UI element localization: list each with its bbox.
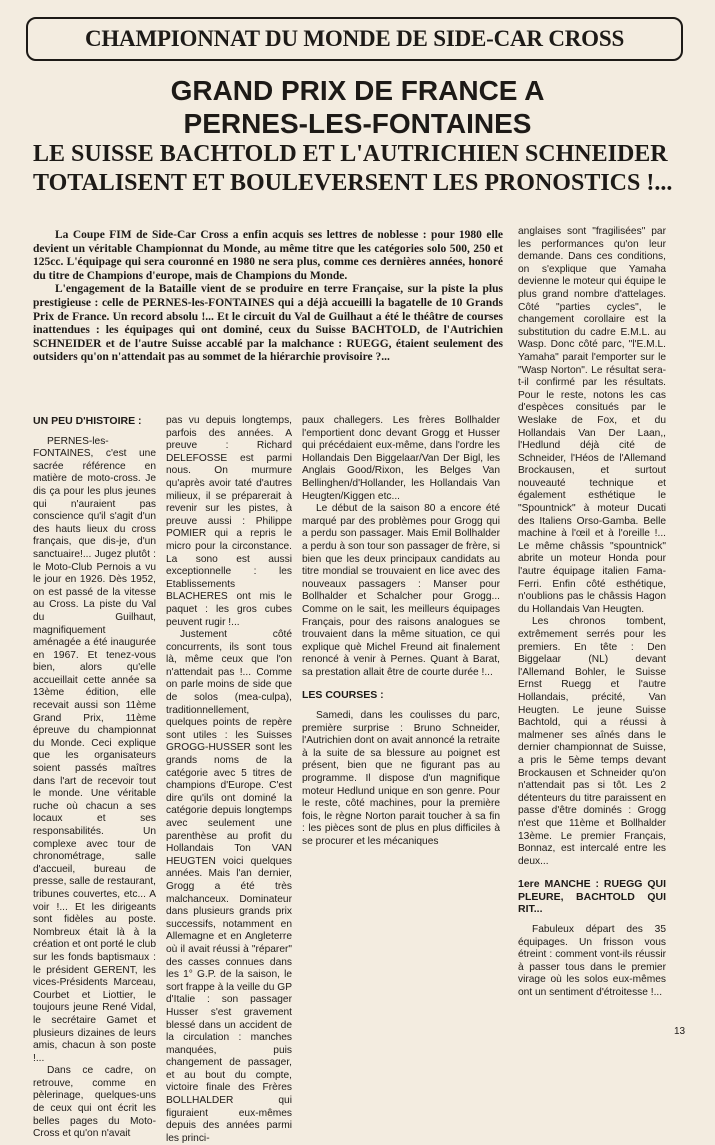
series-banner: [26, 17, 683, 61]
title-line-1: GRAND PRIX DE FRANCE A: [170, 75, 545, 106]
section-heading-history: UN PEU D'HISTOIRE :: [33, 415, 142, 427]
paragraph: Le début de la saison 80 a encore été marqué par des problèmes pour Grogg qui a perdu son passager. Mais Emil Bollhalder a perdu à son tour son passager de frère, si bien que les deux principaux candidats au titre mondial se trouvaient en lice avec des nouveaux passagers : Manser pour Bollhalder et Schalcher pour Grogg... Comme on le sait, les meilleurs équipages Français, pour des raisons analogues se trouvaient dans la même situation, ce qui explique què Michel Freund ait finalement renoncé à venir à Pernes. Quant à Barat, sa prestation allait être de courte durée !...: [302, 503, 500, 678]
title-line-2: PERNES-LES-FONTAINES: [183, 108, 532, 139]
banner-text: CHAMPIONNAT DU MONDE DE SIDE-CAR CROSS: [84, 26, 625, 51]
paragraph: Justement côté concurrents, ils sont tous là, même ceux que l'on n'attendait pas !... Comme on parle moins de side que de solos (mea-culpa), traditionnellement, quelques points de repère sont utiles : les Suisses GROGG-HUSSER sont les grands noms de la catégorie avec 5 titres de champions d'Europe. C'est dire qu'ils ont dominé la catégorie depuis longtemps avec seulement une parenthèse au profit du Hollandais Ton VAN HEUGTEN voici quelques années. Mais l'an dernier, Grogg a été très malchanceux. Dominateur dans plusieurs grands prix successifs, notamment en Allemagne et en Angleterre où il avait réussi à "réparer" des casses connues dans les 1° G.P. de la saison, le sort frappe à la veille du GP d'Italie : son passager Husser s'est gravement blessé dans un accident de la circulation : manches manquées, puis changement de passager, et au bout du compte, victoire finale des Frères BOLLHALDER qui figuraient eux-mêmes depuis des années parmi les princi-: [166, 629, 292, 1144]
column-1: [33, 415, 156, 1141]
section-heading-first-heat: 1ere MANCHE : RUEGG QUI PLEURE, BACHTOLD QUI RIT...: [518, 878, 666, 916]
column-4: [518, 226, 666, 1000]
lead-paragraph: L'engagement de la Bataille vient de se produire en terre Française, sur la piste la plus prestigieuse : celle de PERNES-les-FONTAINES qui a déjà accueilli la bagatelle de 10 Grands Prix de France. Un record absolu !... Et le circuit du Val de Guilhaut a été le théâtre de courses inattendues : les équipages qui ont dominé, ceux du Suisse BACHTOLD, de l'Autrichien SCHNEIDER et de l'autre Suisse accablé par la malchance : RUEGG, étaient seulement des outsiders qu'on n'attendait pas au sommet de la hiérarchie provisoire ?...: [33, 283, 503, 364]
section-heading-races: LES COURSES :: [302, 689, 384, 702]
paragraph: pas vu depuis longtemps, parfois des années. A preuve : Richard DELEFOSSE est parmi nous. On murmure qu'après avoir taté d'autres milieux, il se préparerait à revenir sur les pistes, à preuve aussi : Philippe POMIER qui a repris le micro pour la circonstance. La sono est aussi exceptionnelle : les Etablissements BLACHERES ont mis le paquet : les gros cubes peuvent rugir !...: [166, 415, 292, 628]
lead-paragraphs: [33, 229, 503, 365]
article-title: [0, 74, 715, 140]
article-subtitle: LE SUISSE BACHTOLD ET L'AUTRICHIEN SCHNEIDER TOTALISENT ET BOULEVERSENT LES PRONOSTICS !...: [33, 141, 673, 196]
paragraph: Samedi, dans les coulisses du parc, première surprise : Bruno Schneider, l'Autrichien dont on avait annoncé la retraite à la suite de sa blessure au poignet est présent, bien que ne figurant pas au programme. Il dispose d'un magnifique moteur Hedlund unique en son genre. Pour le reste, côté machines, pour la première fois, le règne Norton parait toucher à sa fin : les pièces sont de plus en plus difficiles à se procurer et les mécaniques: [302, 710, 500, 847]
paragraph: Les chronos tombent, extrêmement serrés pour les premiers. En tête : Den Biggelaar (NL) devant l'Allemand Bohler, le Suisse Ernst Ruegg et l'autre Hollandais, précité, Van Heugten. Le jeune Suisse Bachtold, qui a réussi à malmener ses aînés dans le dernier championnat de Suisse, a pris le 5ème temps devant Brockausen et Schneider qu'on n'attendait pas si tôt. Les 2 détenteurs du titre paraissent en passe d'être dominés : Grogg n'est que 11ème et Bollhalder 13ème. Le premier Français, Bonnaz, est intercalé entre les deux...: [518, 616, 666, 867]
column-3: [302, 415, 500, 849]
paragraph: paux challegers. Les frères Bollhalder l'emportient donc devant Grogg et Husser qui précédaient eux-même, dans l'ordre les Hollandais Den Biggelaar/Van Der Bigl, les Anglais Good/Rixon, les Belges Van Bellinghen/d'Hollander, les Hollandais Van Heugten/Kiggen etc...: [302, 415, 500, 502]
lead-paragraph: La Coupe FIM de Side-Car Cross a enfin acquis ses lettres de noblesse : pour 1980 elle devient un véritable Championnat du Monde, au même titre que les catégories solo 500, 250 et 125cc. L'équipage qui sera couronné en 1980 ne sera plus, comme ces dernières années, honoré du titre de Champions d'europe, mais de Champions du Monde.: [33, 229, 503, 282]
column-2: [166, 415, 292, 1145]
paragraph: Fabuleux départ des 35 équipages. Un frisson vous étreint : comment vont-ils réussir à passer tous dans le premier virage où les solos eux-mêmes ont un sentiment d'étroitesse !...: [518, 924, 666, 999]
page-number: 13: [674, 1026, 686, 1037]
paragraph: Dans ce cadre, on retrouve, comme en pèlerinage, quelques-uns de ceux qui ont écrit les belles pages du Moto-Cross et qu'on n'avait: [33, 1065, 156, 1140]
paragraph: anglaises sont "fragilisées" par les performances qu'on leur demande. Dans ces conditions, on s'explique que Yamaha devienne le moteur qui équipe le plus grand nombre d'attelages. Côté "parties cycles", le changement corollaire est la substitution du cadre E.M.L. au Wasp. Donc côté parc, "l'E.M.L. Yamaha" parait l'emporter sur le "Wasp Norton". Le résultat sera-t-il confirmé par les résultats. Pour le reste, notons les cas d'espèces consitués par le Weslake de Fox, et du Hollandais Van Der Laan,, l'Hedlund déjà cité de Schneider, l'Héos de l'Allemand Brockausen, et surtout nouveauté technique et également esthétique le "Spountnick" à moteur Ducati des Italiens Orso-Gamba. Belle machine à l'œil et à l'oreille !... Le même châssis "spountnick" abrite un moteur Honda pour l'autre équipage italien Fama-Ferri. Enfin côté esthétique, n'oublions pas le châssis Hagon du Hollandais Van Heugten.: [518, 226, 666, 615]
paragraph: PERNES-les-FONTAINES, c'est une sacrée référence en matière de moto-cross. Je dis ça pour les plus jeunes qui n'auraient pas conscience qu'il s'agit d'un des hauts lieux du cross français, que dis-je, d'un sanctuaire!... Jugez plutôt : le Moto-Club Pernois a vu le jour en 1926. Dès 1952, on est passé de la vitesse au Cross. La piste du Val du Guilhaut, magnifiquement aménagée a été inaugurée en 1967. Et tenez-vous bien, alors qu'elle accueillait cette année sa 13ème édition, elle recevait aussi son 11ème Grand Prix, 11ème épreuve du championnat du Monde. Ceci explique que les organisateurs soient passés maîtres dans l'art de recevoir tout le monde. Une véritable ruche où chacun a ses locaux et ses responsabilités. Un complexe avec tour de chronométrage, salle d'accueil, bureau de presse, salle de restaurant, tribunes couvertes, etc... A voir !... Et les dirigeants sont fidèles au poste. Nombreux était là à la création et ont porté le club sur les fonds baptismaux : le président GERENT, les vices-Présidents Marceau, Courbet et Liottier, le toujours jeune René Vidal, le secrétaire Gamet et plusieurs dizaines de leurs amis, chacun à son poste !...: [33, 435, 156, 1064]
